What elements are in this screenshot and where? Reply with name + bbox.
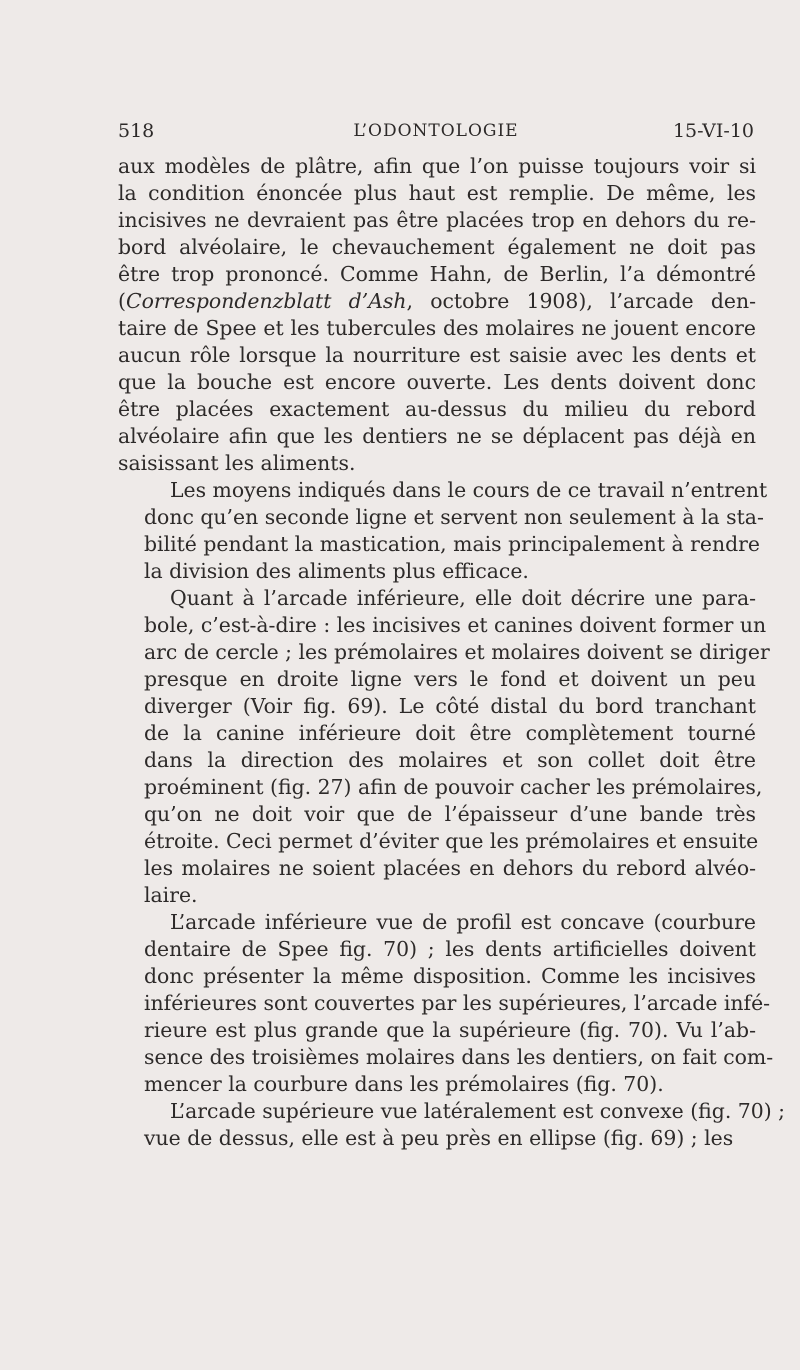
text-line: Les moyens indiqués dans le cours de ce travail n’entrent [170, 478, 768, 502]
text-line: taire de Spee et les tubercules des molaires ne jouent encore [118, 316, 756, 340]
text-line: inférieures sont couvertes par les supérieures, l’arcade infé- [144, 991, 771, 1015]
text-line: bilité pendant la mastication, mais principalement à rendre [144, 532, 760, 556]
text-line: vue de dessus, elle est à peu près en ellipse (fig. 69) ; les [144, 1126, 734, 1150]
paragraph [118, 585, 770, 909]
text-line: diverger (Voir fig. 69). Le côté distal du bord tranchant [144, 694, 756, 718]
text-line: de la canine inférieure doit être complètement tourné [144, 721, 756, 745]
body-text [118, 153, 786, 1152]
paragraph [118, 153, 756, 477]
text-line: alvéolaire afin que les dentiers ne se déplacent pas déjà en [118, 424, 756, 448]
text-line: arc de cercle ; les prémolaires et molaires doivent se diriger [144, 640, 770, 664]
text-line: donc présenter la même disposition. Comme les incisives [144, 964, 756, 988]
text-line: presque en droite ligne vers le fond et doivent un peu [144, 667, 756, 691]
text-line: la division des aliments plus efficace. [144, 559, 529, 583]
text-line: saisissant les aliments. [118, 451, 356, 475]
text-line: bole, c’est-à-dire : les incisives et canines doivent former un [144, 613, 767, 637]
text-line: L’arcade inférieure vue de profil est concave (courbure [170, 910, 756, 934]
running-title: L’ODONTOLOGIE [353, 121, 519, 141]
text-line: rieure est plus grande que la supérieure (fig. 70). Vu l’ab- [144, 1018, 756, 1042]
text-line: dentaire de Spee fig. 70) ; les dents artificielles doivent [144, 937, 756, 961]
text-line: donc qu’en seconde ligne et servent non seulement à la sta- [144, 505, 764, 529]
text-line: incisives ne devraient pas être placées trop en dehors du re- [118, 208, 756, 232]
text-line: sence des troisièmes molaires dans les dentiers, on fait com- [144, 1045, 774, 1069]
text-line: la condition énoncée plus haut est remplie. De même, les [118, 181, 756, 205]
text-line: être trop prononcé. Comme Hahn, de Berlin, l’a démontré [118, 262, 756, 286]
text-line: que la bouche est encore ouverte. Les dents doivent donc [118, 370, 756, 394]
text-line: L’arcade supérieure vue latéralement est convexe (fig. 70) ; [170, 1099, 786, 1123]
text-line: étroite. Ceci permet d’éviter que les prémolaires et ensuite [144, 829, 759, 853]
paragraph [118, 909, 774, 1098]
text-line: qu’on ne doit voir que de l’épaisseur d’une bande très [144, 802, 756, 826]
text-line: dans la direction des molaires et son collet doit être [144, 748, 756, 772]
paragraph [118, 1098, 786, 1152]
text-line: mencer la courbure dans les prémolaires (fig. 70). [144, 1072, 664, 1096]
text-line: Quant à l’arcade inférieure, elle doit décrire une para- [170, 586, 756, 610]
text-line: aucun rôle lorsque la nourriture est saisie avec les dents et [118, 343, 756, 367]
text-line: (Correspondenzblatt d’Ash, octobre 1908), l’arcade den- [118, 289, 756, 313]
paragraph [118, 477, 768, 585]
text-line: être placées exactement au-dessus du milieu du rebord [118, 397, 756, 421]
issue-date: 15-VI-10 [672, 120, 754, 142]
page-header [118, 118, 754, 144]
text-line: laire. [144, 883, 198, 907]
text-line: bord alvéolaire, le chevauchement également ne doit pas [118, 235, 756, 259]
page-number: 518 [118, 120, 155, 142]
text-line: les molaires ne soient placées en dehors du rebord alvéo- [144, 856, 756, 880]
text-line: proéminent (fig. 27) afin de pouvoir cacher les prémolaires, [144, 775, 763, 799]
text-line: aux modèles de plâtre, afin que l’on puisse toujours voir si [118, 154, 756, 178]
